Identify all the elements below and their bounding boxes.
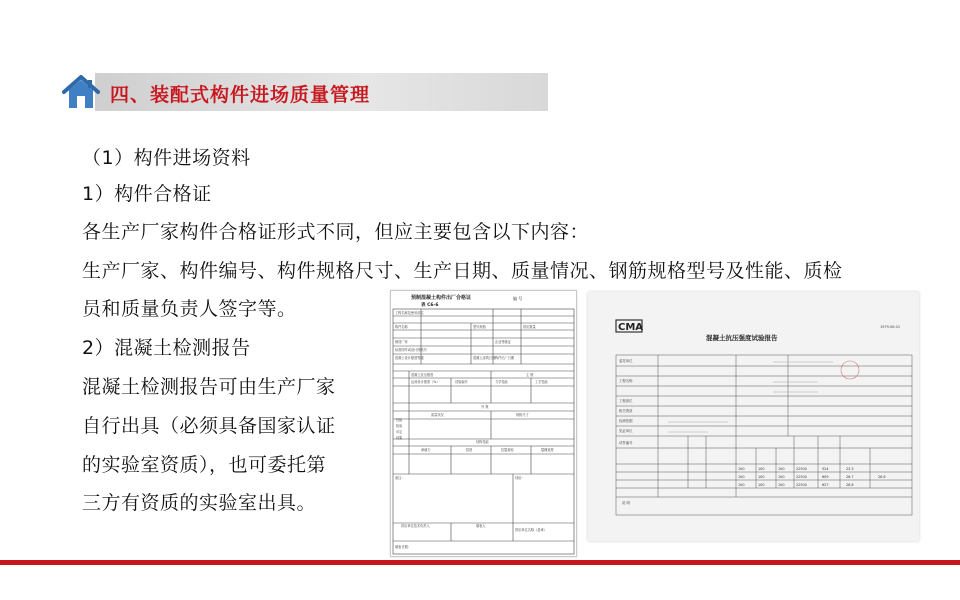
- cma-logo: CMA: [618, 322, 644, 333]
- certificate-subtitle: 表 C6-6: [421, 303, 439, 308]
- report-cell: 524: [822, 467, 829, 471]
- home-icon: [61, 74, 101, 110]
- concrete-report-form: [588, 292, 919, 541]
- certificate-section: 主 筋: [526, 373, 534, 377]
- certificate-row-label: 型号规格: [473, 325, 486, 329]
- certificate-row-label: 工程名称及使用部位: [395, 311, 424, 315]
- certificate-col: 工艺性能: [535, 380, 548, 384]
- certificate-section: 结构性能: [476, 440, 489, 444]
- paragraph-line: 混凝土检测报告可由生产厂家: [82, 376, 336, 398]
- svg-text:评定: 评定: [396, 430, 403, 434]
- report-cell: 22500: [796, 483, 807, 487]
- report-cell: 100: [738, 467, 745, 471]
- certificate-section: 外 观: [481, 405, 489, 409]
- certificate-date-label: 填表日期：: [395, 545, 411, 549]
- report-notes-label: 说 明: [622, 501, 630, 505]
- report-cell: 22500: [796, 475, 807, 479]
- certificate-row-label: 标准图号或设计图纸号: [395, 348, 427, 352]
- report-cell: 100: [738, 475, 745, 479]
- certificate-row-label: 构件出厂日期: [495, 356, 515, 360]
- paragraph-line: 的实验室资质），也可委托第: [82, 454, 327, 476]
- report-row-label: 委托单位: [619, 359, 633, 363]
- report-meta: 1979.06.01: [880, 325, 901, 329]
- report-cell: 23.3: [846, 467, 854, 471]
- subheading-2: 1）构件合格证: [82, 183, 212, 205]
- report-cell: 100: [778, 467, 785, 471]
- footer-accent-bar: [0, 560, 960, 565]
- certificate-col: 规格尺寸: [516, 413, 529, 417]
- certificate-col: 力学性能: [495, 380, 508, 384]
- report-row-label: 工程部位: [619, 399, 633, 403]
- report-cell: 100: [758, 483, 765, 487]
- certificate-form: [391, 291, 576, 556]
- certificate-col: 试验编号: [455, 380, 468, 384]
- certificate-col: 承载力: [421, 448, 431, 452]
- concrete-report-image: [588, 292, 919, 541]
- certificate-col: 裂缝宽度: [541, 448, 554, 452]
- certificate-row-label: 混凝土浇筑日期: [473, 356, 496, 360]
- certificate-row-label: 构件名称: [395, 325, 408, 329]
- report-cell: 22500: [796, 467, 807, 471]
- svg-text:检验: 检验: [396, 424, 403, 428]
- report-cell: 26.7: [846, 475, 854, 479]
- certificate-row-label: 企业等级证: [495, 340, 511, 344]
- svg-text:结果: 结果: [396, 436, 403, 440]
- certificate-signature-label: 供应单位名称（盖章）: [515, 528, 547, 532]
- paragraph-line: 自行出具（必须具备国家认证: [82, 415, 336, 437]
- report-cell: 26.8: [846, 483, 854, 487]
- report-average: 26.6: [878, 475, 886, 479]
- report-cell: 609: [822, 475, 829, 479]
- certificate-col: 抗裂检验: [501, 448, 514, 452]
- certificate-col: 达到设计强度（%）: [411, 380, 440, 384]
- svg-text:性能: 性能: [396, 418, 403, 422]
- paragraph-line: 员和质量负责人签字等。: [82, 298, 297, 320]
- certificate-signature-label: 供应单位技术负责人: [401, 524, 430, 528]
- report-cell: 100: [758, 467, 765, 471]
- certificate-no-label: 编 号: [513, 296, 523, 301]
- report-cell: 627: [822, 483, 829, 487]
- subheading-3: 2）混凝土检测报告: [82, 337, 251, 359]
- report-row-label: 相关资质: [619, 409, 633, 413]
- certificate-side-label: [396, 417, 403, 440]
- report-cell: 100: [778, 483, 785, 487]
- report-cell: 100: [778, 475, 785, 479]
- certificate-title: 预制混凝土构件出厂合格证: [411, 295, 472, 301]
- certificate-row-label: 制造厂家: [395, 340, 408, 344]
- subheading-1: （1）构件进场资料: [82, 147, 251, 169]
- paragraph-line: 各生产厂家构件合格证形式不同，但应主要包含以下内容：: [82, 221, 590, 243]
- certificate-row-label: 供应数量: [523, 325, 536, 329]
- certificate-col: 质量状况: [431, 413, 444, 417]
- report-cell: 100: [738, 483, 745, 487]
- report-row-label: 见证单位: [619, 429, 633, 433]
- paragraph-line: 三方有资质的实验室出具。: [82, 492, 317, 514]
- certificate-section: 混凝土抗压强度: [411, 373, 434, 377]
- certificate-col: 挠度: [466, 448, 473, 452]
- paragraph-line: 生产厂家、构件编号、构件规格尺寸、生产日期、质量情况、钢筋规格型号及性能、质检: [82, 260, 843, 282]
- report-row-label: 工程名称: [619, 379, 633, 383]
- certificate-row-label: 混凝土设计强度等级: [395, 356, 424, 360]
- report-section: 试件编号: [619, 441, 633, 445]
- certificate-signature-label: 填表人: [476, 524, 486, 528]
- certificate-conclusion: 结论：: [515, 476, 525, 480]
- page-title: 四、装配式构件进场质量管理: [110, 84, 371, 106]
- report-cell: 100: [758, 475, 765, 479]
- report-row-label: 检测依据: [619, 419, 633, 423]
- certificate-remark: 备注：: [395, 476, 405, 480]
- certificate-document-image: [390, 290, 577, 557]
- report-title: 混凝土抗压强度试验报告: [706, 334, 778, 342]
- report-stamp: [841, 361, 859, 379]
